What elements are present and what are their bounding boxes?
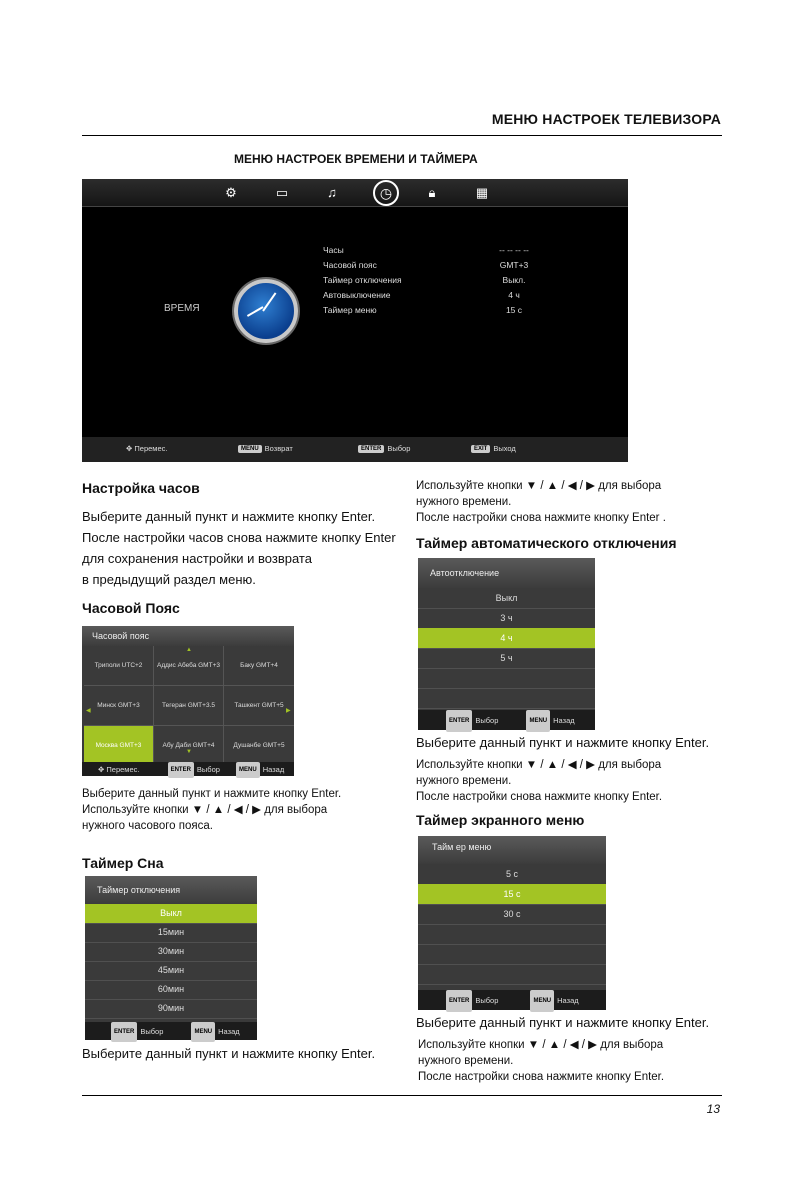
osd-option[interactable]: 15 с [418,884,606,905]
auto-off-panel-footer: ENTER Выбор MENU Назад [418,710,595,730]
menu-row-sleep-timer[interactable]: Таймер отключения [323,275,402,285]
footer-exit: EXIT Выход [471,444,516,453]
footer-back: MENU Возврат [238,444,293,453]
footer-select: ENTER Выбор [358,444,410,453]
auto-off-empty-row [418,668,595,689]
clock-setting-title: Настройка часов [82,480,200,496]
auto-off-text-main: Выберите данный пункт и нажмите кнопку Enter. [416,735,710,750]
tz-cell[interactable]: Душанбе GMT+5 [224,726,294,766]
menu-divider [82,206,628,207]
sleep-timer-panel-footer: ENTER Выбор MENU Назад [85,1022,257,1040]
dpad-icon: ✥ [126,444,133,453]
osd-option[interactable]: 5 с [418,864,606,885]
auto-off-option[interactable]: 4 ч [418,628,595,649]
menu-row-clock-value: -- -- -- -- [499,245,529,255]
menu-key-icon: MENU [236,762,260,778]
timezone-panel-title: Часовой пояс [82,626,294,646]
auto-off-option[interactable]: Выкл [418,588,595,609]
timezone-title: Часовой Пояс [82,600,180,616]
osd-timer-text: Используйте кнопки ▼ / ▲ / ◀ / ▶ для выбора нужного времени. После настройки снова нажмите кнопку Enter. [418,1039,665,1083]
osd-timer-panel [418,836,606,1010]
arrow-up-icon[interactable]: ▲ [186,647,192,653]
tz-cell[interactable]: Аддис Абеба GMT+3 [154,646,224,686]
grid-icon[interactable]: ▦ [475,185,489,200]
menu-row-auto-off-value: 4 ч [508,290,520,300]
menu-row-osd-timer-value: 15 с [505,305,523,315]
menu-row-timezone[interactable]: Часовой пояс [323,260,377,270]
osd-timer-panel-footer: ENTER Выбор MENU Назад [418,990,606,1010]
auto-off-panel-title: Автоотключение [418,558,595,588]
sleep-timer-panel-title: Таймер отключения [85,876,257,904]
arrow-left-icon[interactable]: ◀ [86,708,91,714]
enter-key-icon: ENTER [446,710,472,732]
arrow-right-icon[interactable]: ▶ [286,708,291,714]
clock-icon[interactable]: ◷ [373,180,399,206]
section-title: МЕНЮ НАСТРОЕК ВРЕМЕНИ И ТАЙМЕРА [234,152,478,166]
enter-key-icon: ENTER [358,445,384,453]
divider-bottom [82,1095,722,1096]
sleep-option[interactable]: 30мин [85,942,257,962]
menu-row-osd-timer[interactable]: Таймер меню [323,305,377,315]
page-number: 13 [706,1102,720,1116]
auto-off-panel [418,558,595,730]
auto-off-title: Таймер автоматического отключения [416,535,677,551]
menu-row-timezone-value: GMT+3 [499,260,529,270]
osd-timer-title: Таймер экранного меню [416,812,585,828]
footer-move: ✥ Перемес. [126,444,168,453]
menu-key-icon: MENU [530,990,554,1012]
tz-cell[interactable]: Баку GMT+4 [224,646,294,686]
enter-key-icon: ENTER [168,762,194,778]
osd-option[interactable]: 30 с [418,904,606,925]
tz-cell[interactable]: Минск GMT+3 [84,686,154,726]
divider-top [82,135,722,136]
sleep-option[interactable]: 60мин [85,980,257,1000]
auto-off-empty-row [418,688,595,709]
tz-cell[interactable]: Ташкент GMT+5 [224,686,294,726]
osd-timer-text-main: Выберите данный пункт и нажмите кнопку Enter. [416,1015,710,1030]
tv-time-menu [82,179,628,462]
page-header: МЕНЮ НАСТРОЕК ТЕЛЕВИЗОРА [491,111,721,127]
osd-empty-row [418,964,606,985]
gear-icon[interactable]: ⚙ [225,185,237,200]
menu-tab-bar [82,179,628,206]
menu-key-icon: MENU [238,445,262,453]
sleep-timer-title: Таймер Сна [82,855,164,871]
menu-row-clock[interactable]: Часы [323,245,344,255]
sleep-timer-panel [85,876,257,1040]
arrow-down-icon[interactable]: ▼ [186,749,192,755]
clock-setting-text: Выберите данный пункт и нажмите кнопку Enter. После настройки часов снова нажмите кнопку Enter для сохранения настройки и возврата в предыдущий раздел меню. [82,509,396,587]
osd-timer-panel-title: Тайм ер меню [418,836,606,864]
sleep-timer-text: Выберите данный пункт и нажмите кнопку Enter. [82,1046,376,1061]
osd-empty-row [418,924,606,945]
category-label: ВРЕМЯ [164,303,200,314]
monitor-icon[interactable]: ▭ [275,185,289,200]
tz-cell[interactable]: Абу Даби GMT+4 [154,726,224,766]
menu-row-sleep-timer-value: Выкл. [502,275,526,285]
sleep-option[interactable]: 90мин [85,999,257,1019]
menu-key-icon: MENU [526,710,550,732]
tz-cell-selected[interactable]: Москва GMT+3 [84,726,154,766]
auto-off-option[interactable]: 5 ч [418,648,595,669]
enter-key-icon: ENTER [446,990,472,1012]
dpad-icon: ✥ [98,764,105,774]
menu-row-auto-off[interactable]: Автовыключение [323,290,391,300]
clock-image [234,279,298,343]
sleep-option[interactable]: 45мин [85,961,257,981]
sleep-option[interactable]: 15мин [85,923,257,943]
timezone-panel-footer: ✥ Перемес. ENTER Выбор MENU Назад [82,762,294,776]
time-select-text: Используйте кнопки ▼ / ▲ / ◀ / ▶ для выбора нужного времени. После настройки снова нажмите кнопку Enter . [416,480,666,524]
enter-key-icon: ENTER [111,1022,137,1042]
tz-cell[interactable]: Триполи UTC+2 [84,646,154,686]
auto-off-option[interactable]: 3 ч [418,608,595,629]
sleep-option[interactable]: Выкл [85,904,257,924]
timezone-text: Выберите данный пункт и нажмите кнопку Enter. Используйте кнопки ▼ / ▲ / ◀ / ▶ для выбора нужного часового пояса. [82,788,342,832]
music-note-icon[interactable]: ♫ [327,185,337,200]
osd-empty-row [418,944,606,965]
menu-key-icon: MENU [191,1022,215,1042]
lock-icon[interactable]: 🔒︎ [428,185,436,200]
tz-cell[interactable]: Тегеран GMT+3.5 [154,686,224,726]
timezone-panel [82,626,294,776]
exit-key-icon: EXIT [471,445,490,453]
auto-off-text: Используйте кнопки ▼ / ▲ / ◀ / ▶ для выбора нужного времени. После настройки снова нажмите кнопку Enter. [416,759,663,803]
